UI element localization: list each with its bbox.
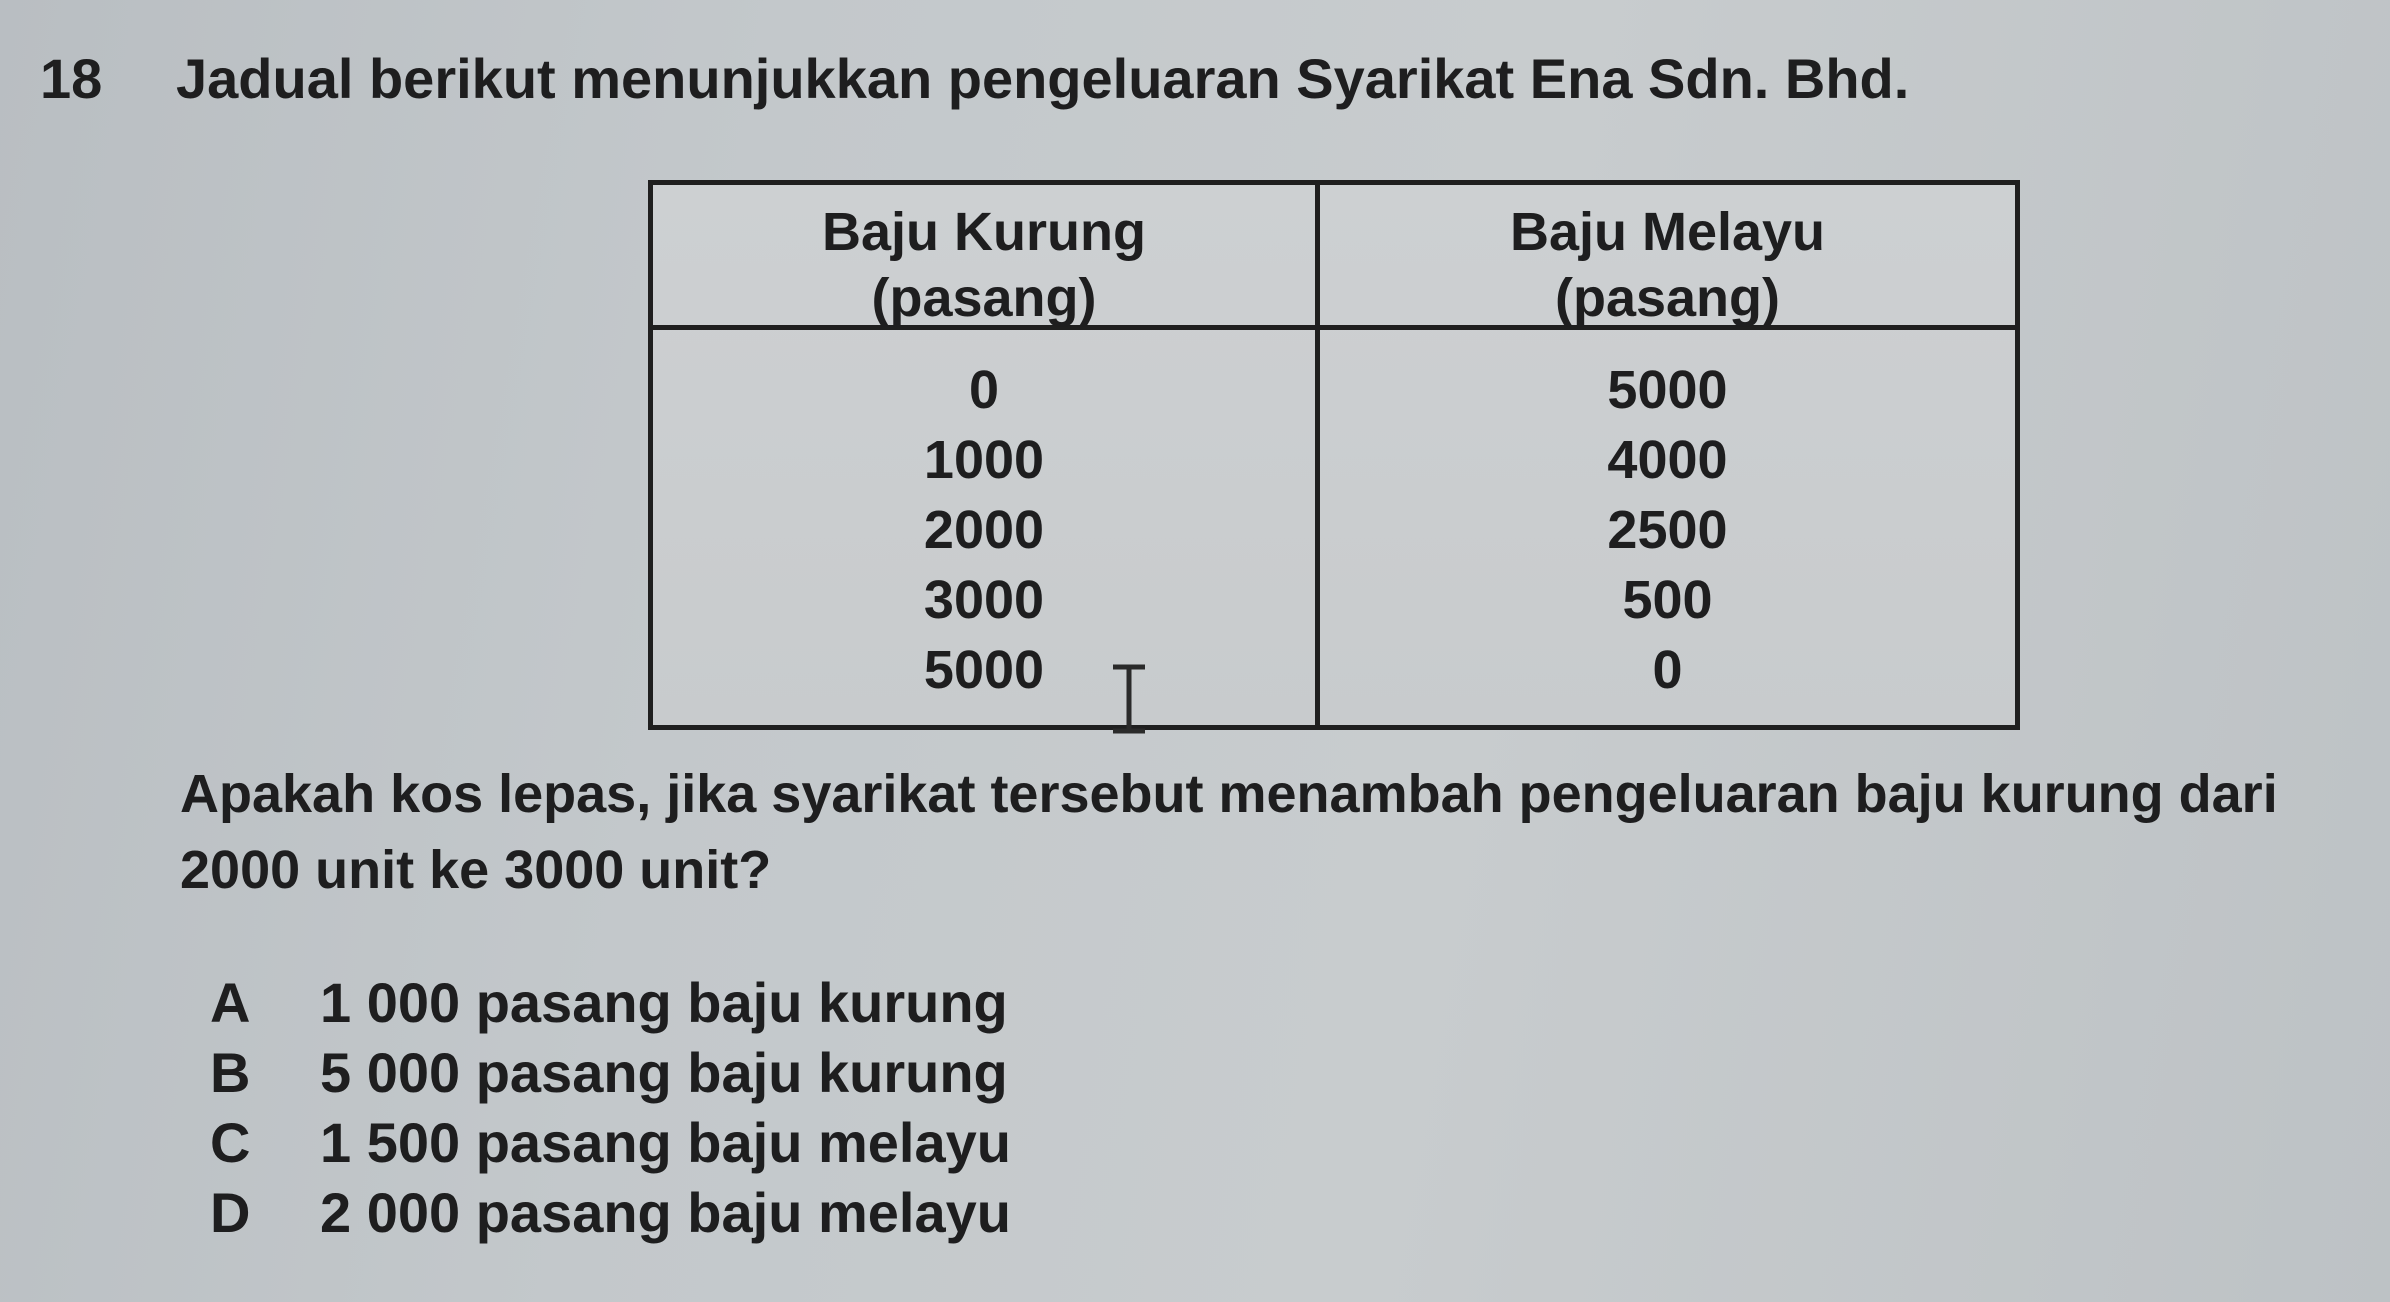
header-baju-kurung [653, 199, 1315, 331]
option-a[interactable] [210, 968, 1011, 1038]
option-text: 2 000 pasang baju melayu [320, 1181, 1011, 1244]
option-text: 1 000 pasang baju kurung [320, 971, 1008, 1034]
header-baju-kurung-unit: (pasang) [871, 268, 1097, 328]
option-letter: B [210, 1041, 251, 1104]
option-text: 1 500 pasang baju melayu [320, 1111, 1011, 1174]
table-cell: 2500 [1607, 500, 1728, 560]
question-prompt-line1: Apakah kos lepas, jika syarikat tersebut menambah pengeluaran baju kurung dari [180, 764, 2278, 824]
question-prompt-line2: 2000 unit ke 3000 unit? [180, 840, 772, 900]
answer-options [210, 968, 1011, 1248]
table-cell: 5000 [1607, 360, 1728, 420]
baju-kurung-values [653, 355, 1315, 705]
question-prompt [180, 756, 2278, 908]
table-cell: 2000 [923, 500, 1045, 560]
baju-melayu-values [1320, 355, 2015, 705]
question-number: 18 [40, 47, 103, 110]
table-cell: 500 [1622, 570, 1713, 630]
question-stem: Jadual berikut menunjukkan pengeluaran Syarikat Ena Sdn. Bhd. [176, 47, 1910, 110]
table-cell: 3000 [923, 570, 1045, 630]
header-baju-melayu [1320, 199, 2015, 331]
production-table [648, 180, 2020, 730]
header-baju-kurung-title: Baju Kurung [822, 202, 1146, 262]
option-letter: D [210, 1181, 251, 1244]
table-cell: 4000 [1607, 430, 1728, 490]
header-baju-melayu-title: Baju Melayu [1509, 202, 1826, 262]
header-baju-melayu-unit: (pasang) [1554, 268, 1781, 328]
option-letter: A [210, 971, 251, 1034]
table-cell: 0 [968, 360, 1000, 420]
table-cell: 5000 [923, 640, 1045, 700]
option-d[interactable] [210, 1178, 1011, 1248]
option-b[interactable] [210, 1038, 1011, 1108]
table-cell: 1000 [923, 430, 1045, 490]
option-letter: C [210, 1111, 251, 1174]
text-cursor-icon [1109, 663, 1149, 735]
option-c[interactable] [210, 1108, 1011, 1178]
option-text: 5 000 pasang baju kurung [320, 1041, 1008, 1104]
table-cell: 0 [1652, 640, 1683, 700]
